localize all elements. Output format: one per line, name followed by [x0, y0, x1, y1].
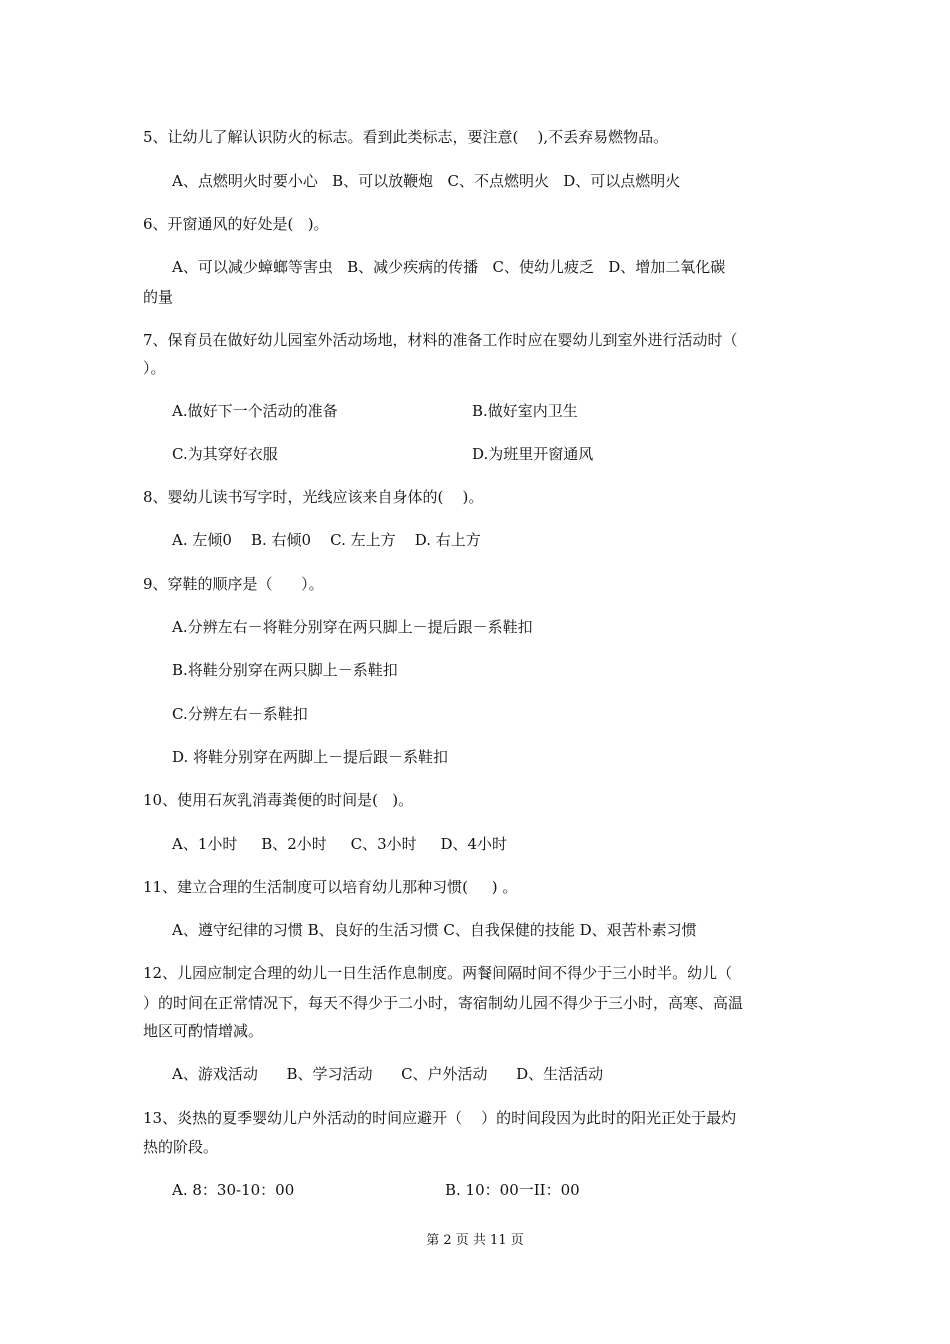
question-9-option-a: A.分辨左右－将鞋分别穿在两只脚上－提后跟－系鞋扣: [172, 618, 533, 636]
question-6-stem: 6、开窗通风的好处是( )。: [143, 215, 329, 233]
question-5-stem: 5、让幼儿了解认识防火的标志。看到此类标志，要注意( ),不丢弃易燃物品。: [143, 128, 669, 146]
question-13-option-a: A. 8：30-10：00: [172, 1181, 295, 1199]
question-7-option-b: B.做好室内卫生: [472, 402, 578, 420]
question-11-stem: 11、建立合理的生活制度可以培育幼儿那种习惯( ) 。: [143, 878, 518, 896]
question-13-stem-continued: 热的阶段。: [143, 1138, 219, 1156]
question-13-stem: 13、炎热的夏季婴幼儿户外活动的时间应避开（ ）的时间段因为此时的阳光正处于最灼: [143, 1109, 737, 1127]
question-13-option-b: B. 10：00一II：00: [445, 1181, 580, 1199]
question-9-option-d: D. 将鞋分别穿在两脚上－提后跟－系鞋扣: [172, 748, 449, 766]
question-7-option-c: C.为其穿好衣服: [172, 445, 278, 463]
question-7-option-a: A.做好下一个活动的准备: [172, 402, 338, 420]
question-12-stem-line-2: ）的时间在正常情况下，每天不得少于二小时，寄宿制幼儿园不得少于三小时，高寒、高温: [143, 994, 744, 1012]
question-12-stem-line-3: 地区可酌情增减。: [143, 1022, 264, 1040]
question-8-stem: 8、婴幼儿读书写字时，光线应该来自身体的( )。: [143, 488, 484, 506]
question-9-option-c: C.分辨左右－系鞋扣: [172, 705, 308, 723]
question-9-stem: 9、穿鞋的顺序是（ ）。: [143, 575, 324, 593]
question-7-stem-continued: ）。: [143, 359, 166, 377]
question-12-options: A、游戏活动 B、学习活动 C、户外活动 D、生活活动: [172, 1065, 604, 1083]
question-10-stem: 10、使用石灰乳消毒粪便的时间是( )。: [143, 791, 414, 809]
question-9-option-b: B.将鞋分别穿在两只脚上－系鞋扣: [172, 661, 398, 679]
question-11-options: A、遵守纪律的习惯 B、良好的生活习惯 C、自我保健的技能 D、艰苦朴素习惯: [172, 921, 697, 939]
question-10-options: A、1小时 B、2小时 C、3小时 D、4小时: [172, 835, 508, 853]
question-6-options: A、可以减少蟑螂等害虫 B、减少疾病的传播 C、使幼儿疲乏 D、增加二氧化碳: [172, 258, 726, 276]
question-8-options: A. 左倾0 B. 右倾0 C. 左上方 D. 右上方: [172, 531, 481, 549]
question-12-stem: 12、儿园应制定合理的幼儿一日生活作息制度。两餐间隔时间不得少于三小时半。幼儿（: [143, 964, 733, 982]
question-7-option-d: D.为班里开窗通风: [472, 445, 594, 463]
question-6-options-continued: 的量: [143, 288, 174, 306]
question-7-stem: 7、保育员在做好幼儿园室外活动场地，材料的准备工作时应在婴幼儿到室外进行活动时（: [143, 331, 738, 349]
page-footer: 第 2 页 共 11 页: [426, 1233, 524, 1248]
question-5-options: A、点燃明火时要小心 B、可以放鞭炮 C、不点燃明火 D、可以点燃明火: [172, 172, 681, 190]
